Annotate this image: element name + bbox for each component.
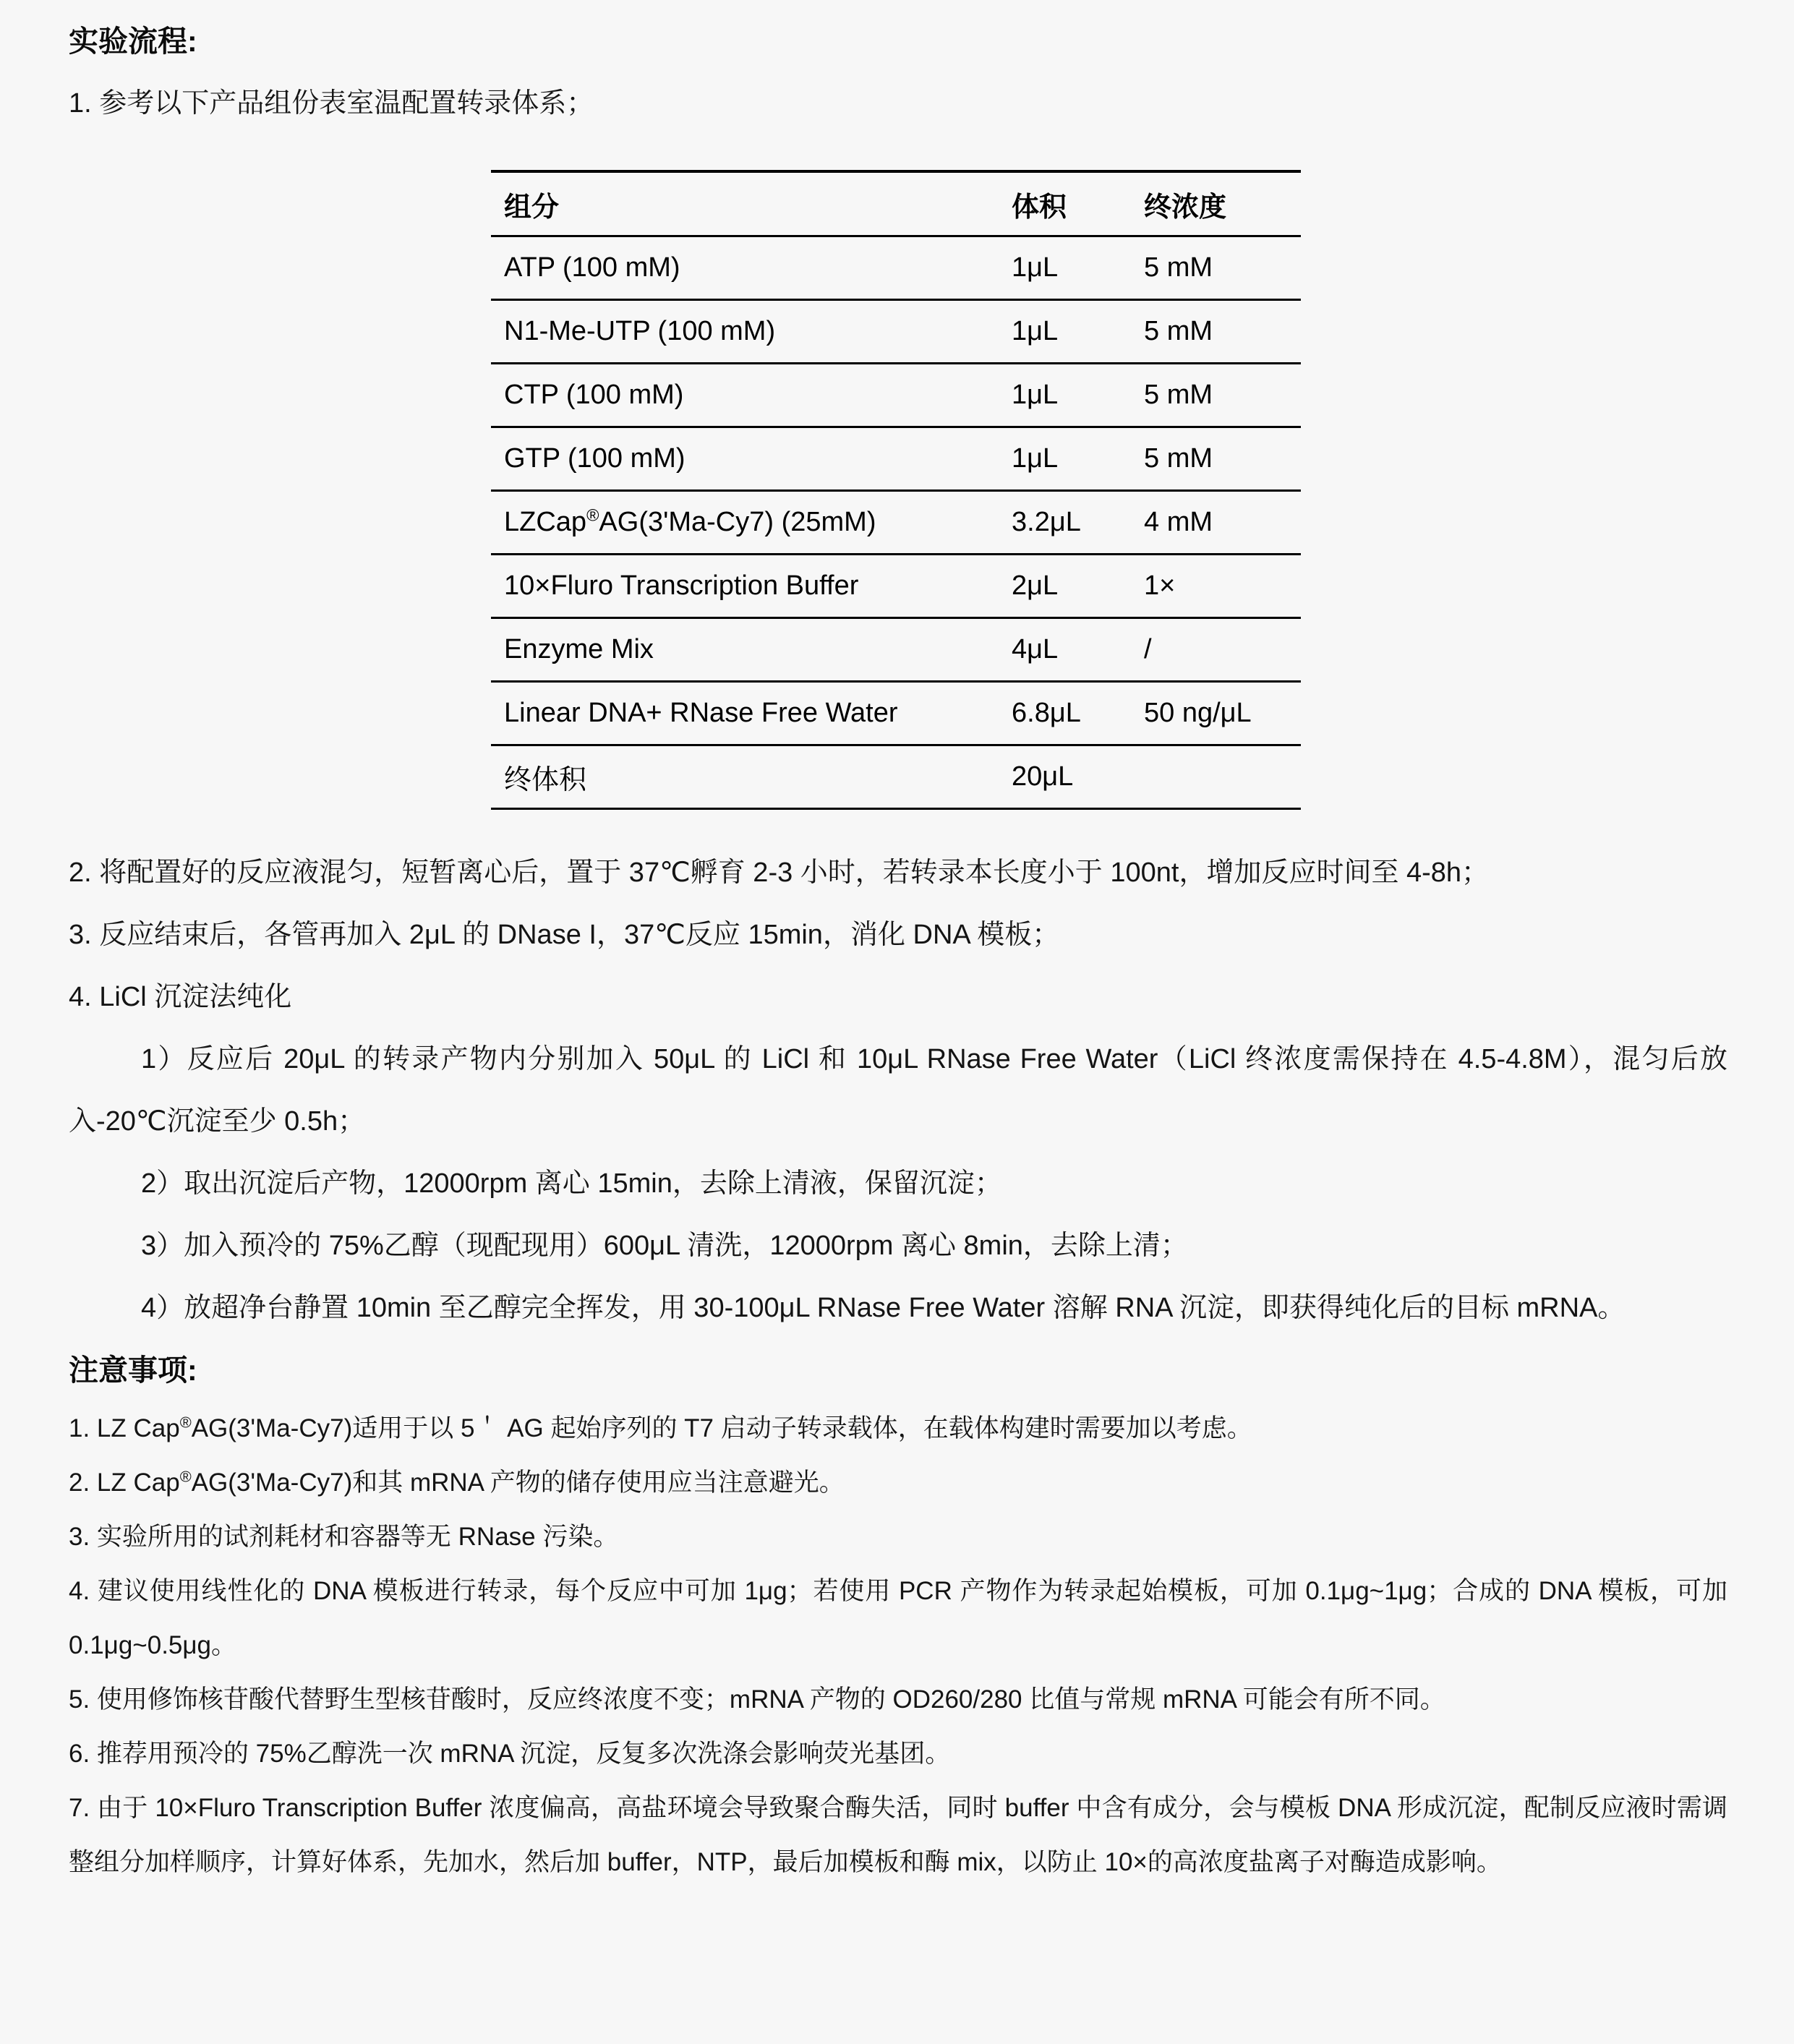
components-table-cell: 1μL xyxy=(1006,427,1138,491)
components-table-header-cell: 体积 xyxy=(1006,171,1138,236)
components-table-cell: 1× xyxy=(1138,555,1301,618)
components-table-cell: 10×Fluro Transcription Buffer xyxy=(491,555,1006,618)
components-table-row xyxy=(491,364,1301,427)
components-table-cell: CTP (100 mM) xyxy=(491,364,1006,427)
procedure-step-4: 4. LiCl 沉淀法纯化 xyxy=(69,982,292,1012)
components-table-header-row xyxy=(491,171,1301,236)
procedure-step-3: 3. 反应结束后，各管再加入 2μL 的 DNase I，37℃反应 15min，消化 DNA 模板； xyxy=(69,920,1060,950)
note-item-4: 4. 建议使用线性化的 DNA 模板进行转录，每个反应中可加 1μg；若使用 PCR 产物作为转录起始模板，可加 0.1μg~1μg；合成的 DNA 模板，可加 0.1μg~0.5μg。 xyxy=(69,1577,1727,1659)
components-table-cell: 4 mM xyxy=(1138,491,1301,555)
registered-trademark-symbol: ® xyxy=(586,505,599,525)
registered-trademark-symbol: ® xyxy=(179,1467,192,1486)
components-table-row xyxy=(491,745,1301,809)
components-table-header-cell: 终浓度 xyxy=(1138,171,1301,236)
components-table-body xyxy=(491,236,1301,809)
procedure-step-1: 1. 参考以下产品组份表室温配置转录体系； xyxy=(69,88,594,119)
components-table-cell: GTP (100 mM) xyxy=(491,427,1006,491)
components-table-cell: 20μL xyxy=(1006,745,1138,809)
procedure-step-2: 2. 将配置好的反应液混匀，短暂离心后，置于 37℃孵育 2-3 小时，若转录本长度小于 100nt，增加反应时间至 4-8h； xyxy=(69,858,1490,888)
notes-list xyxy=(69,1401,1727,1889)
components-table-row xyxy=(491,491,1301,555)
components-table-cell: 6.8μL xyxy=(1006,682,1138,745)
components-table-cell: 3.2μL xyxy=(1006,491,1138,555)
procedure-heading: 实验流程: xyxy=(69,25,197,58)
components-table-row xyxy=(491,618,1301,682)
note-item-7: 7. 由于 10×Fluro Transcription Buffer 浓度偏高，高盐环境会导致聚合酶失活，同时 buffer 中含有成分，会与模板 DNA 形成沉淀，配制反应液时需调整组分加样顺序，计算好体系，先加水，然后加 buffer，NTP，最后加模板和酶 mix，以防止 10×的高浓度盐离子对酶造成影响。 xyxy=(69,1794,1727,1876)
note-item-5: 5. 使用修饰核苷酸代替野生型核苷酸时，反应终浓度不变；mRNA 产物的 OD260/280 比值与常规 mRNA 可能会有所不同。 xyxy=(69,1685,1445,1714)
procedure-substep-2: 2）取出沉淀后产物，12000rpm 离心 15min，去除上清液，保留沉淀； xyxy=(141,1168,1002,1199)
note-item-3: 3. 实验所用的试剂耗材和容器等无 RNase 污染。 xyxy=(69,1523,619,1551)
components-table-row xyxy=(491,236,1301,300)
procedure-substep-1: 1）反应后 20μL 的转录产物内分别加入 50μL 的 LiCl 和 10μL RNase Free Water（LiCl 终浓度需保持在 4.5-4.8M），混匀后放入-20℃沉淀至少 0.5h； xyxy=(69,1044,1727,1137)
components-table-cell: 4μL xyxy=(1006,618,1138,682)
note-item-1: 1. LZ Cap®AG(3'Ma-Cy7)适用于以 5＇ AG 起始序列的 T7 启动子转录载体，在载体构建时需要加以考虑。 xyxy=(69,1413,1252,1442)
registered-trademark-symbol: ® xyxy=(179,1413,192,1432)
components-table-cell: 5 mM xyxy=(1138,364,1301,427)
note-item-2: 2. LZ Cap®AG(3'Ma-Cy7)和其 mRNA 产物的储存使用应当注意避光。 xyxy=(69,1467,845,1497)
components-table-row xyxy=(491,555,1301,618)
components-table-cell: 5 mM xyxy=(1138,427,1301,491)
note-item-6: 6. 推荐用预冷的 75%乙醇洗一次 mRNA 沉淀，反复多次洗涤会影响荧光基团。 xyxy=(69,1740,951,1768)
procedure-substep-4: 4）放超净台静置 10min 至乙醇完全挥发，用 30-100μL RNase Free Water 溶解 RNA 沉淀，即获得纯化后的目标 mRNA。 xyxy=(141,1293,1626,1323)
components-table-cell: 5 mM xyxy=(1138,236,1301,300)
components-table-row xyxy=(491,427,1301,491)
components-table-cell: 1μL xyxy=(1006,236,1138,300)
components-table-cell: 5 mM xyxy=(1138,300,1301,364)
notes-heading: 注意事项: xyxy=(69,1354,197,1387)
components-table-cell: 终体积 xyxy=(491,745,1006,809)
components-table-cell: ATP (100 mM) xyxy=(491,236,1006,300)
components-table-header-cell: 组分 xyxy=(491,171,1006,236)
components-table-cell: 2μL xyxy=(1006,555,1138,618)
components-table xyxy=(491,170,1301,810)
components-table-cell: Linear DNA+ RNase Free Water xyxy=(491,682,1006,745)
components-table-cell xyxy=(1138,745,1301,809)
components-table-row xyxy=(491,682,1301,745)
components-table-cell: 50 ng/μL xyxy=(1138,682,1301,745)
components-table-cell: 1μL xyxy=(1006,300,1138,364)
components-table-cell: / xyxy=(1138,618,1301,682)
components-table-row xyxy=(491,300,1301,364)
procedure-substep-3: 3）加入预冷的 75%乙醇（现配现用）600μL 清洗，12000rpm 离心 8min，去除上清； xyxy=(141,1231,1188,1261)
components-table-cell: Enzyme Mix xyxy=(491,618,1006,682)
components-table-cell: LZCap®AG(3'Ma-Cy7) (25mM) xyxy=(491,491,1006,555)
components-table-cell: 1μL xyxy=(1006,364,1138,427)
components-table-cell: N1-Me-UTP (100 mM) xyxy=(491,300,1006,364)
components-table-header xyxy=(491,171,1301,236)
